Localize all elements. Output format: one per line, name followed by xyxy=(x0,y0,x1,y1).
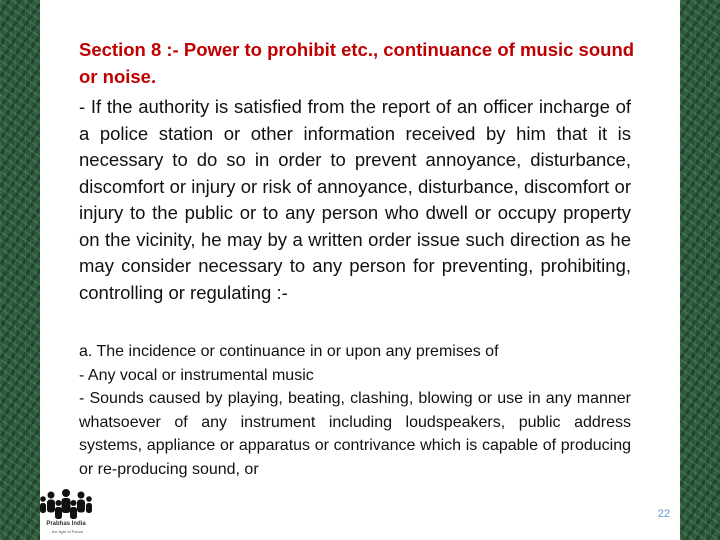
provisions-list xyxy=(79,340,631,481)
logo-title: Prabhas India xyxy=(46,521,86,527)
list-item-a: a. The incidence or continuance in or upon any premises of xyxy=(79,343,499,360)
left-decorative-border xyxy=(0,0,40,540)
logo-subtitle: ...the light of Future xyxy=(48,529,84,534)
section-heading: Section 8 :- Power to prohibit etc., continuance of music sound or noise. xyxy=(79,39,635,87)
page-number: 22 xyxy=(657,508,670,520)
slide xyxy=(40,0,680,540)
bullet-vocal-music: - Any vocal or instrumental music xyxy=(79,366,314,384)
bullet-sounds: - Sounds caused by playing, beating, clashing, blowing or use in any manner whatsoever of any instrument including loudspeakers, public address systems, appliance or apparatus or contrivance which is capable of producing or re-producing sound, or xyxy=(79,390,631,478)
body-paragraph: - If the authority is satisfied from the report of an officer incharge of a police station or other information received by him that it is necessary to do so in order to prevent annoyance, disturbance, discomfort or injury or risk of annoyance, disturbance, discomfort or injury to the public or to any person who dwell or occupy property on the vicinity, he may by a written order issue such direction as he may consider necessary to any person for preventing, prohibiting, controlling or regulating :- xyxy=(79,96,631,303)
right-decorative-border xyxy=(680,0,720,540)
